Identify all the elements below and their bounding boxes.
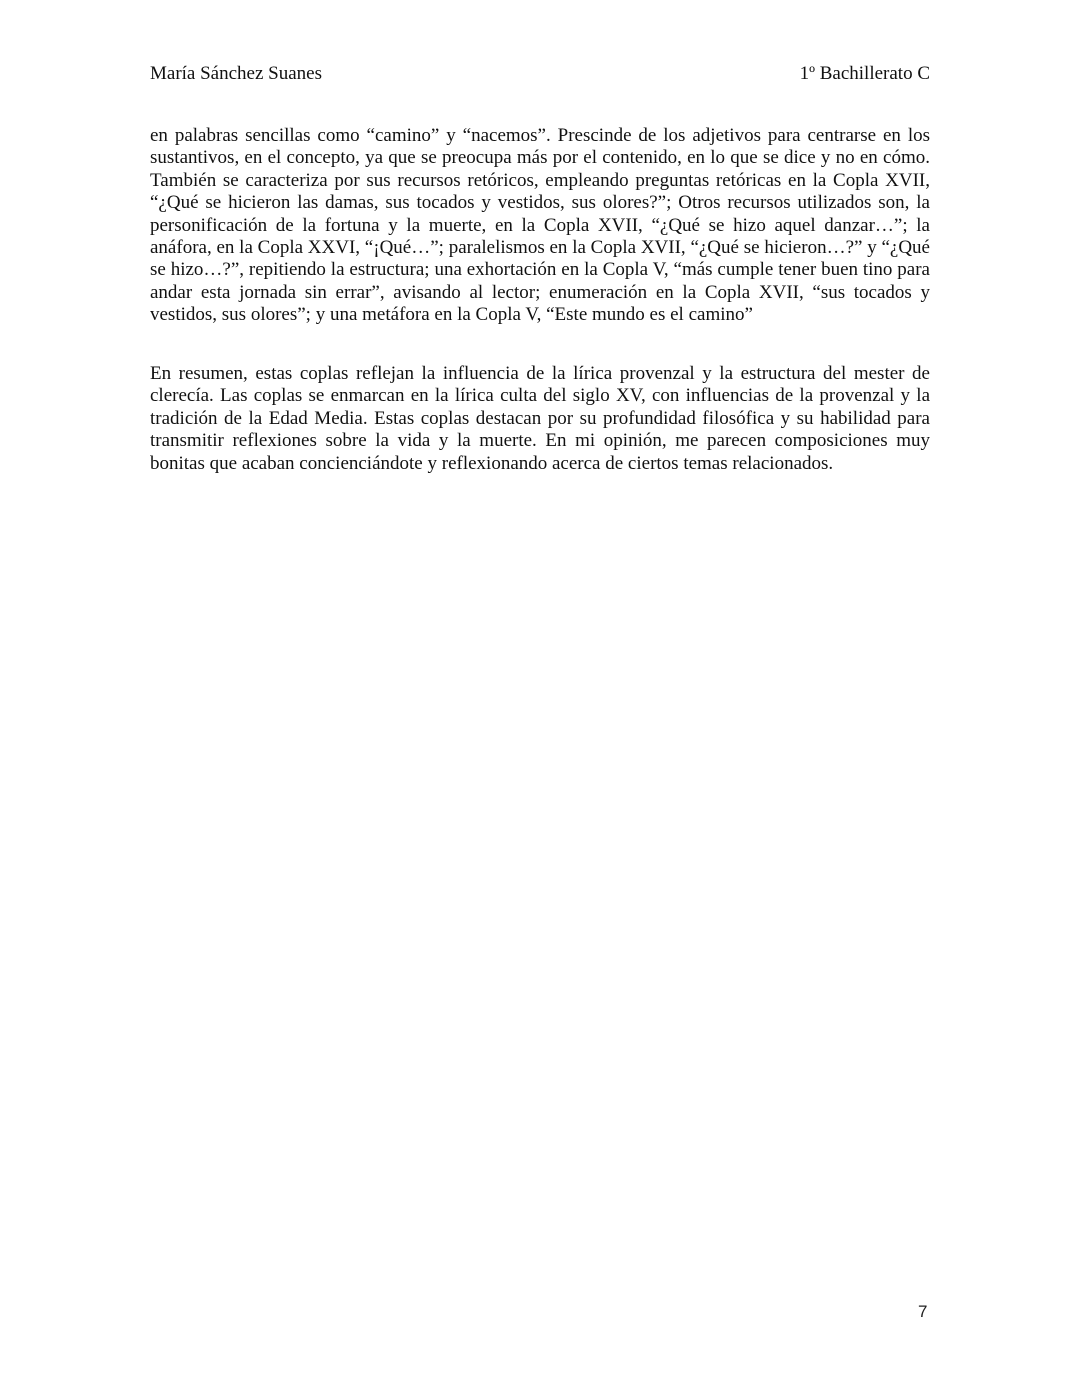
paragraph-text: En resumen, estas coplas reflejan la influencia de la lírica provenzal y la estructura del mester de clerecía. Las coplas se enmarcan en la lírica culta del siglo XV, con influencias de la provenzal y la tradición de la Edad Media. Estas coplas destacan por su profundidad filosófica y su habilidad para transmitir reflexiones sobre la vida y la muerte. En mi opinión, me parecen composiciones muy bonitas que acaban concienciándote y reflexionando acerca de ciertos temas relacionados. <box>150 363 930 474</box>
page-number: 7 <box>918 1302 928 1321</box>
header-course: 1º Bachillerato C <box>799 63 930 84</box>
body-paragraph-1 <box>150 125 930 327</box>
body-paragraph-2 <box>150 363 930 475</box>
header-author-name: María Sánchez Suanes <box>150 63 322 84</box>
paragraph-text: en palabras sencillas como “camino” y “nacemos”. Prescinde de los adjetivos para centrarse en los sustantivos, en el concepto, ya que se preocupa más por el contenido, en lo que se dice y no en cómo. También se caracteriza por sus recursos retóricos, empleando preguntas retóricas en la Copla XVII, “¿Qué se hicieron las damas, sus tocados y vestidos, sus olores?”; Otros recursos utilizados son, la personificación de la fortuna y la muerte, en la Copla XVII, “¿Qué se hizo aquel danzar…”; la anáfora, en la Copla XXVI, “¡Qué…”; paralelismos en la Copla XVII, “¿Qué se hicieron…?” y “¿Qué se hizo…?”, repitiendo la estructura; una exhortación en la Copla V, “más cumple tener buen tino para andar esta jornada sin errar”, avisando al lector; enumeración en la Copla XVII, “sus tocados y vestidos, sus olores”; y una metáfora en la Copla V, “Este mundo es el camino” <box>150 125 930 326</box>
